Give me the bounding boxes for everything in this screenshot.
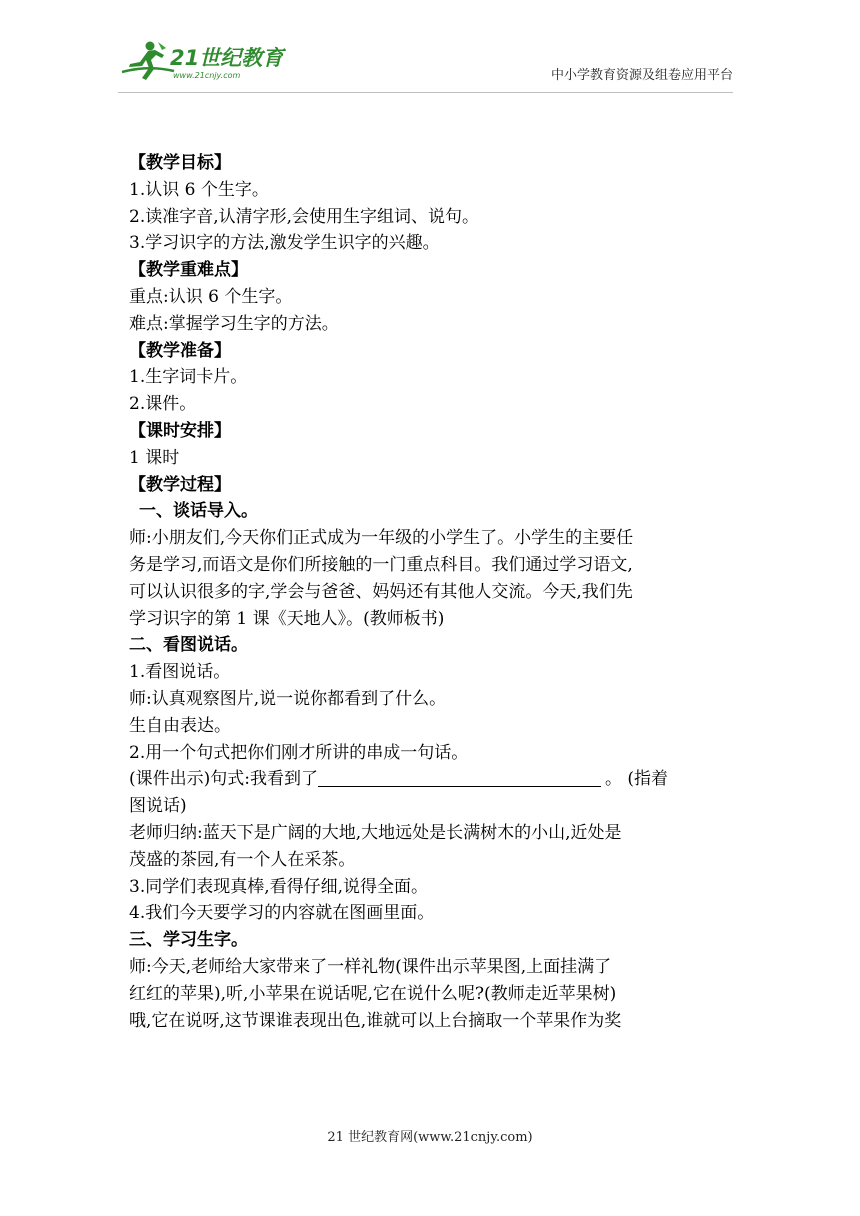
paragraph-line: 生自由表达。 — [129, 715, 231, 736]
step-1-title: 一、谈话导入。 — [139, 501, 258, 522]
section-heading-key-points: 【教学重难点】 — [129, 260, 248, 281]
step-2-title: 二、看图说话。 — [129, 635, 248, 656]
sentence-suffix: 。 (指着 — [605, 769, 669, 790]
header-divider — [118, 92, 733, 93]
difficult-point: 难点:掌握学习生字的方法。 — [129, 313, 339, 334]
paragraph-line: 茂盛的茶园,有一个人在采茶。 — [129, 849, 356, 870]
platform-title: 中小学教育资源及组卷应用平台 — [550, 68, 733, 83]
key-point: 重点:认识 6 个生字。 — [129, 286, 293, 307]
page-header — [118, 38, 733, 90]
page-footer: 21 世纪教育网(www.21cnjy.com) — [327, 1130, 533, 1145]
paragraph-line: 图说话) — [129, 796, 187, 817]
step-3-title: 三、学习生字。 — [129, 930, 248, 951]
section-heading-preparation: 【教学准备】 — [129, 340, 231, 361]
paragraph-line: 师:小朋友们,今天你们正式成为一年级的小学生了。小学生的主要任 — [129, 528, 634, 549]
sentence-pattern-line — [129, 766, 734, 793]
svg-text:21世纪教育: 21世纪教育 — [170, 46, 284, 70]
svg-text:www.21cnjy.com: www.21cnjy.com — [173, 71, 241, 80]
runner-logo-icon — [118, 38, 288, 84]
goal-1: 1.认识 6 个生字。 — [129, 179, 269, 200]
paragraph-line: 2.用一个句式把你们刚才所讲的串成一句话。 — [129, 742, 469, 763]
paragraph-line: 师:认真观察图片,说一说你都看到了什么。 — [129, 688, 447, 709]
paragraph-line: 务是学习,而语文是你们所接触的一门重点科目。我们通过学习语文, — [129, 554, 633, 575]
paragraph-line: 学习识字的第 1 课《天地人》。(教师板书) — [129, 608, 445, 629]
paragraph-line: 老师归纳:蓝天下是广阔的大地,大地远处是长满树木的小山,近处是 — [129, 822, 622, 843]
schedule-text: 1 课时 — [129, 447, 180, 468]
prep-2: 2.课件。 — [129, 394, 197, 415]
paragraph-line: 红红的苹果),听,小苹果在说话呢,它在说什么呢?(教师走近苹果树) — [129, 983, 617, 1004]
goal-2: 2.读准字音,认清字形,会使用生字组词、说句。 — [129, 206, 480, 227]
paragraph-line: 1.看图说话。 — [129, 662, 231, 683]
paragraph-line: 3.同学们表现真棒,看得仔细,说得全面。 — [129, 876, 429, 897]
paragraph-line: 可以认识很多的字,学会与爸爸、妈妈还有其他人交流。今天,我们先 — [129, 581, 633, 602]
fill-in-blank — [318, 769, 601, 787]
section-heading-goals: 【教学目标】 — [129, 153, 231, 173]
paragraph-line: 师:今天,老师给大家带来了一样礼物(课件出示苹果图,上面挂满了 — [129, 956, 612, 977]
section-heading-schedule: 【课时安排】 — [129, 420, 231, 441]
paragraph-line: 哦,它在说呀,这节课谁表现出色,谁就可以上台摘取一个苹果作为奖 — [129, 1010, 622, 1031]
lesson-plan-body — [129, 150, 734, 1034]
sentence-prefix: (课件出示)句式:我看到了 — [129, 769, 318, 790]
paragraph-line: 4.我们今天要学习的内容就在图画里面。 — [129, 903, 435, 924]
prep-1: 1.生字词卡片。 — [129, 367, 248, 388]
logo — [118, 38, 288, 84]
section-heading-process: 【教学过程】 — [129, 474, 231, 495]
goal-3: 3.学习识字的方法,激发学生识字的兴趣。 — [129, 233, 440, 254]
